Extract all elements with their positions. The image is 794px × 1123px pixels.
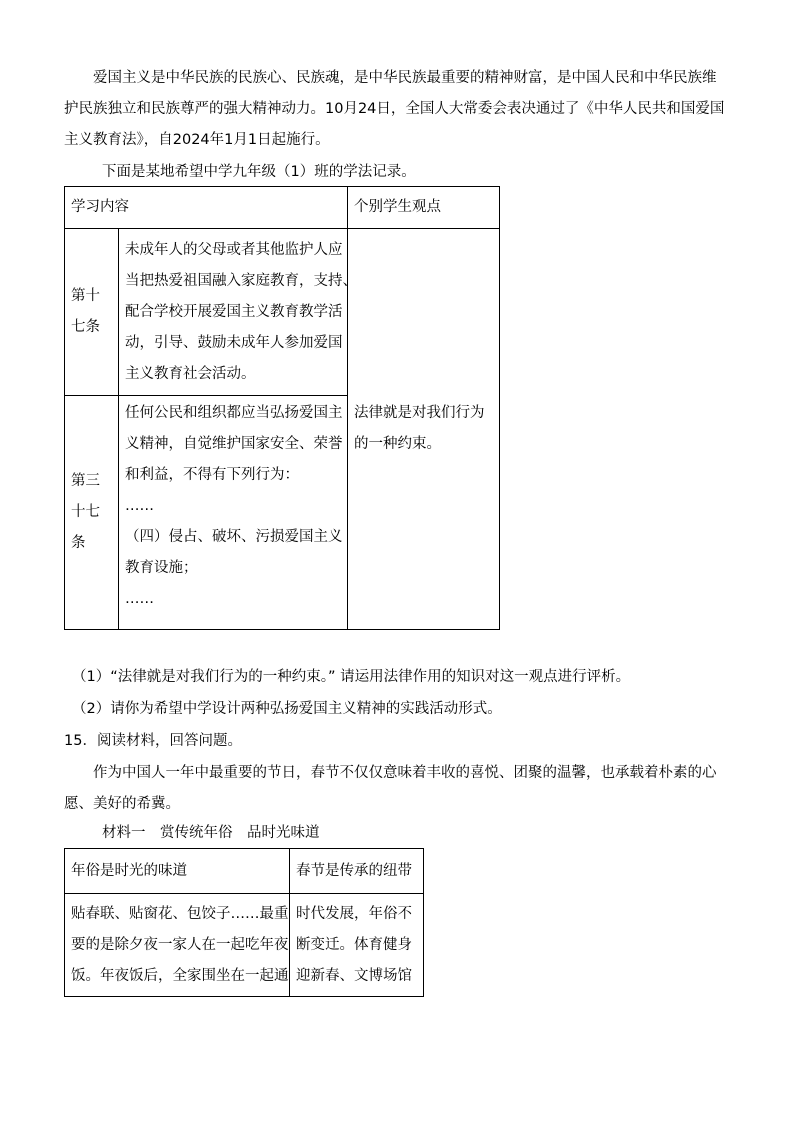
article-17-label	[65, 229, 119, 396]
article-37-label	[65, 396, 119, 630]
table-header-row	[65, 187, 500, 229]
heritage-link-text	[290, 894, 424, 997]
heritage-link-line: 断变迁。体育健身	[296, 936, 412, 953]
article-text-line: 当把热爱祖国融入家庭教育，支持、	[125, 272, 357, 289]
question-1: （1）“法律就是对我们行为的一种约束。” 请运用法律作用的知识对这一观点进行评析。	[72, 669, 631, 685]
record-intro: 下面是某地希望中学九年级（1）班的学法记录。	[102, 164, 416, 180]
custom-taste-line: 饭。年夜饭后，全家围坐在一起通	[71, 967, 289, 984]
article-text-line: ……	[125, 498, 154, 514]
header-custom-taste: 年俗是时光的味道	[65, 849, 290, 894]
article-text-line: （四）侵占、破坏、污损爱国主义	[125, 529, 343, 545]
material-paragraph: 作为中国人一年中最重要的节日，春节不仅仅意味着丰收的喜悦、团聚的温馨，也承载着朴素的心愿、美好的希冀。	[64, 765, 717, 812]
article-text-line: 任何公民和组织都应当弘扬爱国主	[125, 405, 343, 421]
article-text-line: 未成年人的父母或者其他监护人应	[125, 241, 343, 258]
heritage-link-line: 时代发展，年俗不	[296, 905, 412, 922]
table-header-row	[65, 849, 424, 894]
custom-taste-line: 要的是除夕夜一家人在一起吃年夜	[71, 936, 289, 953]
header-study-content: 学习内容	[65, 187, 348, 229]
header-student-view: 个别学生观点	[348, 187, 500, 229]
student-view-line: 的一种约束。	[354, 436, 441, 452]
material-one-title: 材料一 赏传统年俗 品时光味道	[102, 825, 320, 841]
table-row	[65, 894, 424, 997]
custom-taste-line: 贴春联、贴窗花、包饺子……最重	[71, 905, 289, 922]
header-heritage-link: 春节是传承的纽带	[290, 849, 424, 894]
new-year-custom-table	[64, 848, 424, 997]
article-text-line: 教育设施；	[125, 560, 198, 576]
article-text-line: 和利益，不得有下列行为：	[125, 467, 299, 483]
article-label-line: 十七	[71, 504, 100, 520]
student-view-line: 法律就是对我们行为	[354, 405, 485, 421]
custom-taste-text	[65, 894, 290, 997]
question-2: （2）请你为希望中学设计两种弘扬爱国主义精神的实践活动形式。	[72, 701, 502, 717]
intro-paragraph: 爱国主义是中华民族的民族心、民族魂，是中华民族最重要的精神财富，是中国人民和中华民族维护民族独立和民族尊严的强大精神动力。10月24日，全国人大常委会表决通过了《中华人民共和国爱国主义教育法》，自2024年1月1日起施行。	[64, 70, 725, 148]
article-label-line: 第三	[71, 473, 100, 489]
heritage-link-line: 迎新春、文博场馆	[296, 967, 412, 984]
article-37-text	[119, 396, 348, 630]
article-text-line: 配合学校开展爱国主义教育教学活	[125, 303, 343, 320]
article-label-line: 第十	[71, 288, 100, 304]
article-label-line: 七条	[71, 319, 100, 335]
study-record-table	[64, 186, 500, 630]
article-text-line: 义精神，自觉维护国家安全、荣誉	[125, 436, 343, 452]
article-text-line: 主义教育社会活动。	[125, 365, 256, 382]
article-text-line: 动，引导、鼓励未成年人参加爱国	[125, 334, 343, 351]
article-17-text	[119, 229, 357, 396]
table-row	[65, 229, 500, 396]
question-15: 15．阅读材料，回答问题。	[64, 733, 242, 749]
article-text-line: ……	[125, 591, 154, 607]
article-label-line: 条	[71, 535, 86, 551]
student-view-cell	[348, 229, 500, 630]
